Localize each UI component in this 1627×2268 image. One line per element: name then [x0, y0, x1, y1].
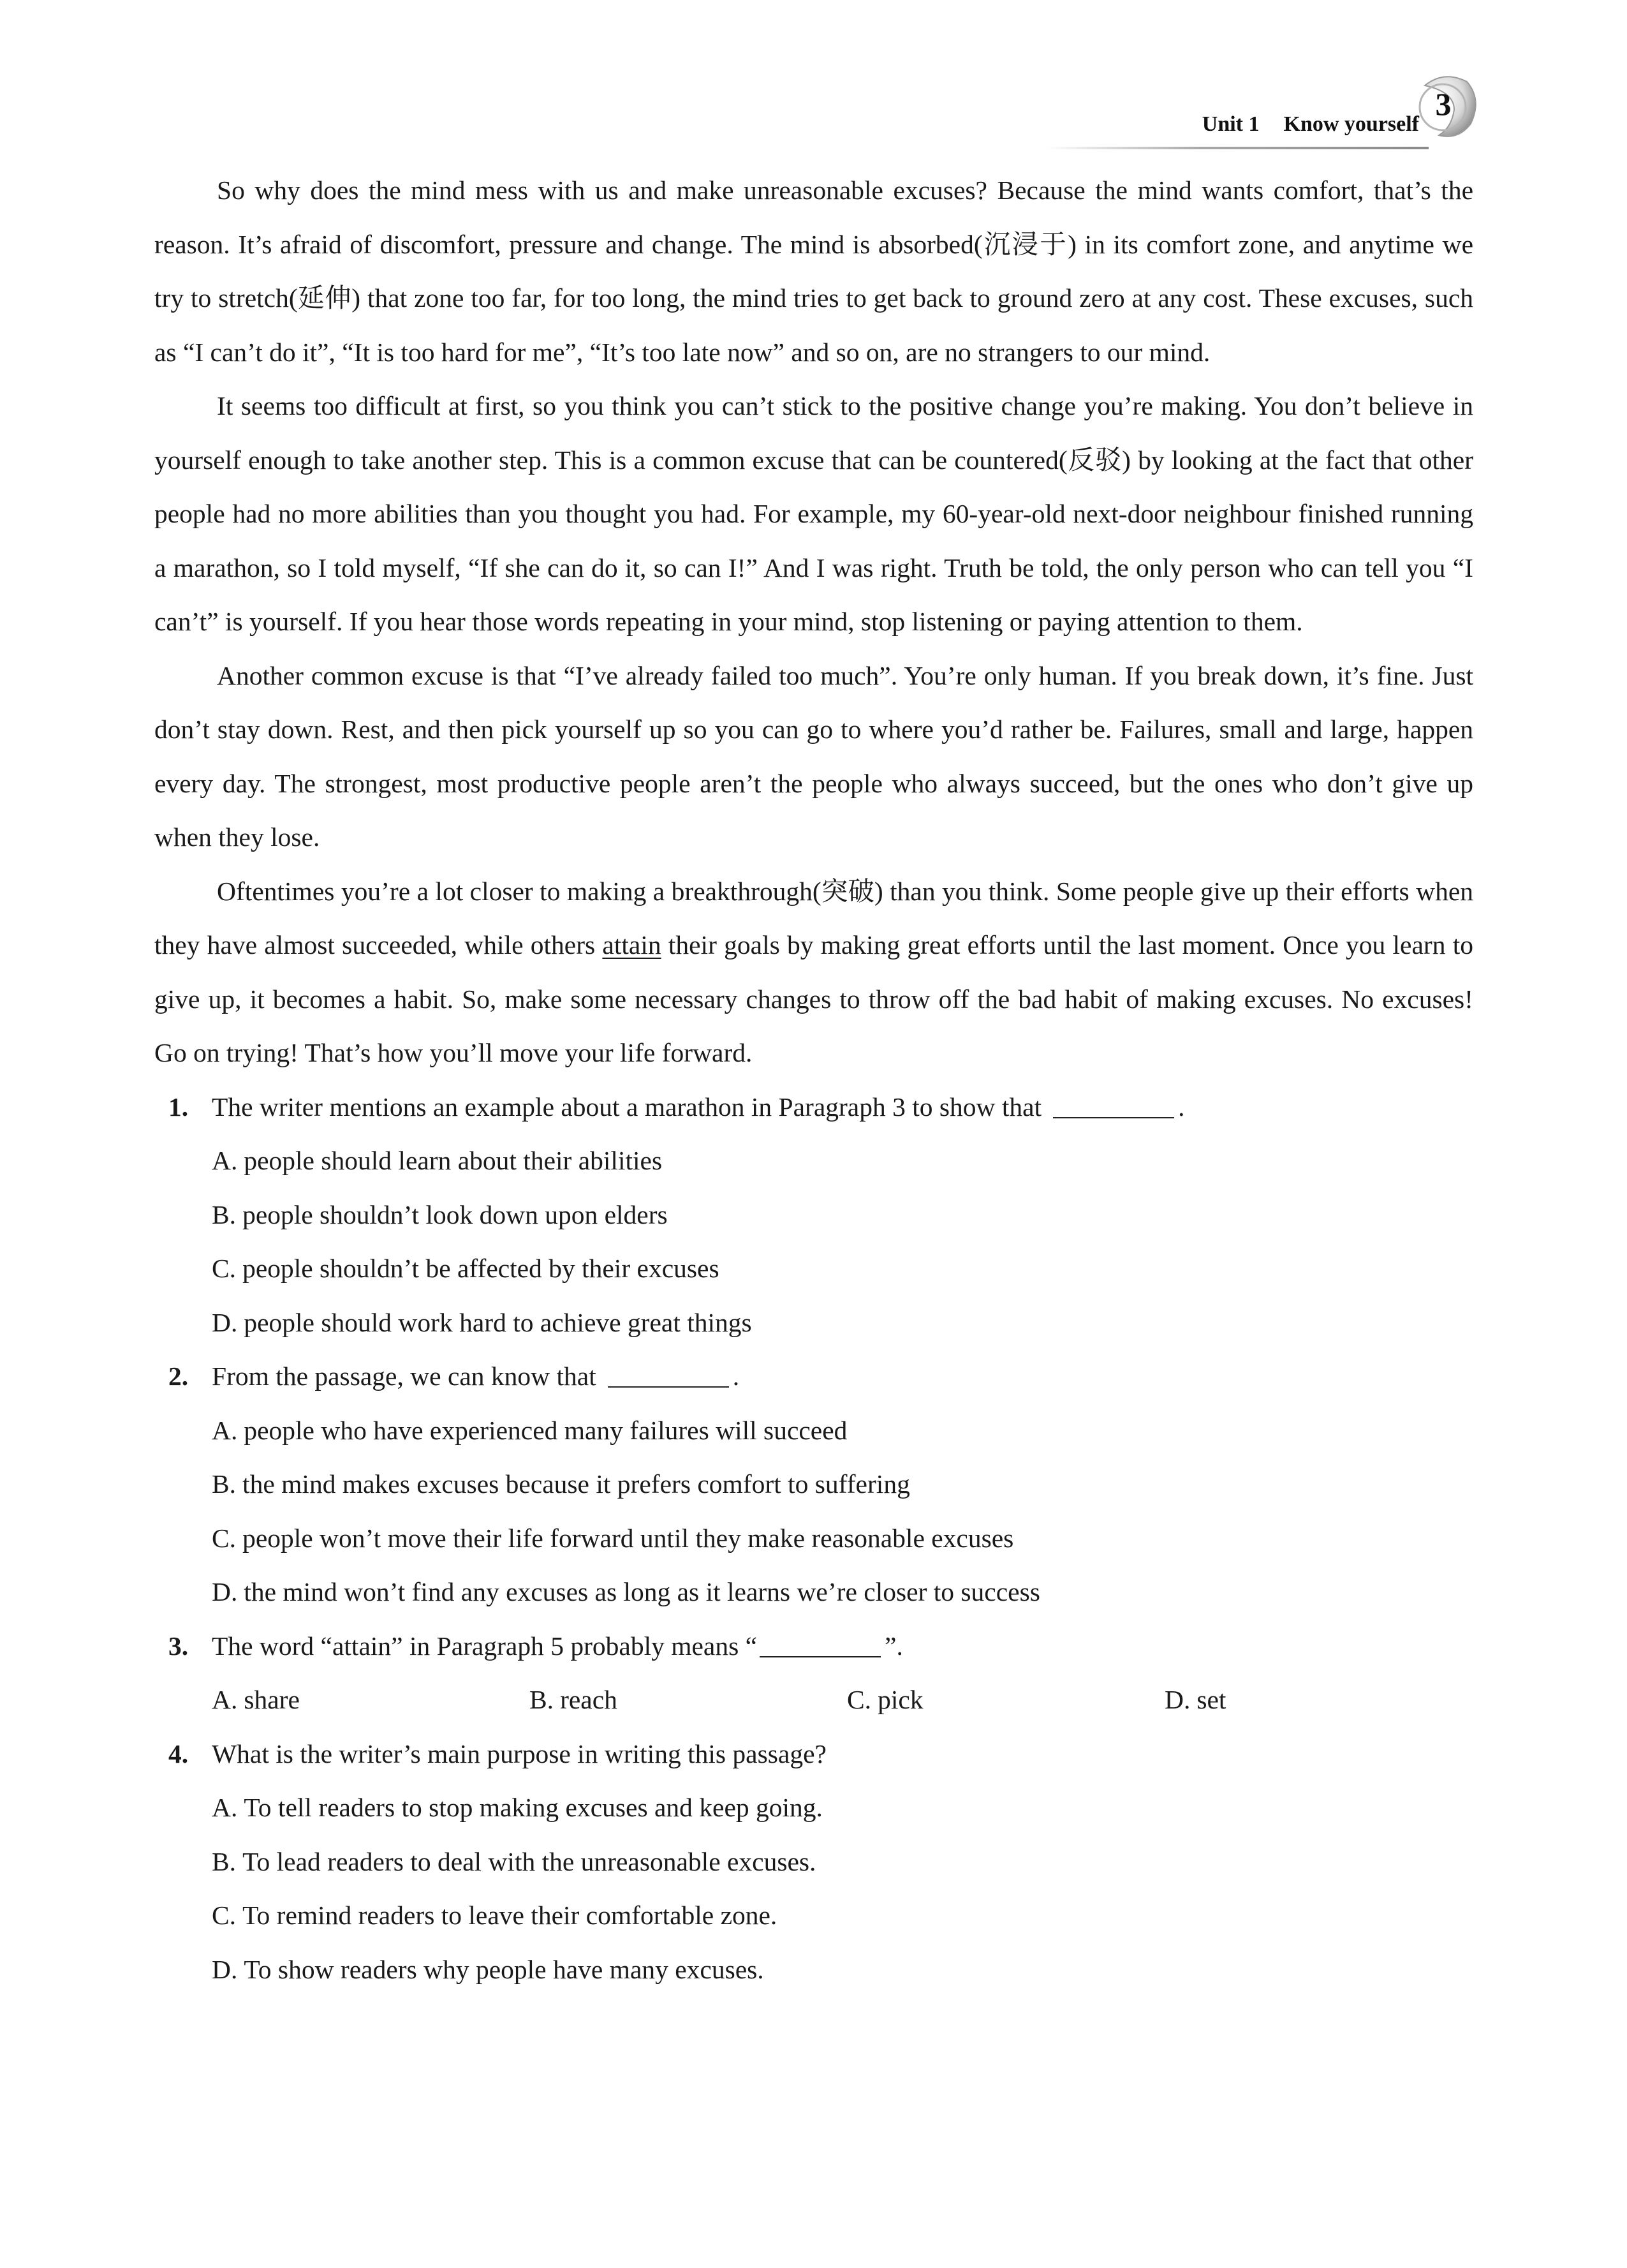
- option-letter: C.: [212, 1523, 237, 1553]
- option-letter: B.: [212, 1199, 237, 1229]
- unit-label: Unit 1: [1202, 112, 1260, 136]
- option-letter: C.: [212, 1254, 237, 1283]
- question-number: 2.: [168, 1361, 189, 1391]
- option-b[interactable]: [154, 1457, 1473, 1511]
- question-1: [154, 1080, 1473, 1134]
- option-letter: C.: [847, 1685, 872, 1714]
- page-number: 3: [1435, 86, 1452, 122]
- underlined-word-attain: attain: [602, 930, 661, 960]
- option-a[interactable]: [154, 1134, 1473, 1188]
- page-content: [154, 163, 1473, 1996]
- question-number: 4.: [168, 1738, 189, 1768]
- option-letter: B.: [212, 1469, 237, 1499]
- question-3: [154, 1619, 1473, 1673]
- option-text: people who have experienced many failures will succeed: [244, 1415, 848, 1445]
- question-4: [154, 1727, 1473, 1781]
- page-number-badge: [1416, 74, 1480, 144]
- question-stem: The word “attain” in Paragraph 5 probably means “: [212, 1631, 758, 1661]
- option-letter: B.: [529, 1685, 554, 1714]
- option-text: the mind won’t find any excuses as long as it learns we’re closer to success: [244, 1577, 1040, 1606]
- question-stem: From the passage, we can know that: [212, 1361, 596, 1391]
- option-letter: A.: [212, 1685, 238, 1714]
- option-a[interactable]: [212, 1673, 300, 1727]
- running-head: [1202, 112, 1419, 137]
- option-letter: A.: [212, 1146, 238, 1175]
- option-b[interactable]: [154, 1188, 1473, 1242]
- option-d[interactable]: [154, 1943, 1473, 1997]
- option-c[interactable]: [154, 1888, 1473, 1943]
- option-text: people shouldn’t be affected by their excuses: [242, 1254, 719, 1283]
- unit-title: Know yourself: [1283, 112, 1419, 136]
- option-d[interactable]: [1165, 1673, 1226, 1727]
- option-letter: B.: [212, 1846, 237, 1876]
- option-d[interactable]: [154, 1565, 1473, 1619]
- option-text: To lead readers to deal with the unreasonable excuses.: [242, 1846, 816, 1876]
- option-letter: D.: [212, 1577, 238, 1606]
- answer-blank[interactable]: [608, 1360, 729, 1388]
- option-text: people won’t move their life forward until they make reasonable excuses: [242, 1523, 1014, 1553]
- option-d[interactable]: [154, 1296, 1473, 1350]
- option-text: To show readers why people have many excuses.: [244, 1954, 764, 1984]
- passage-paragraph-2: It seems too difficult at first, so you think you can’t stick to the positive change you’re making. You don’t believe in yourself enough to take another step. This is a common excuse that can be countered(反驳) by looking at the fact that other people had no more abilities than you thought you had. For example, my 60-year-old next-door neighbour finished running a marathon, so I told myself, “If she can do it, so can I!” And I was right. Truth be told, the only person who can tell you “I can’t” is yourself. If you hear those words repeating in your mind, stop listening or paying attention to them.: [154, 391, 1473, 636]
- option-letter: D.: [212, 1954, 238, 1984]
- option-c[interactable]: [154, 1511, 1473, 1566]
- question-stem-end: .: [732, 1361, 740, 1391]
- header-rule: [1046, 147, 1429, 149]
- option-text: people should learn about their abilities: [244, 1146, 663, 1175]
- question-number: 1.: [168, 1092, 189, 1122]
- option-letter: C.: [212, 1901, 237, 1930]
- option-text: To remind readers to leave their comfortable zone.: [242, 1901, 777, 1930]
- question-stem-end: ”.: [885, 1631, 903, 1661]
- option-text: share: [244, 1685, 300, 1714]
- question-stem: What is the writer’s main purpose in writing this passage?: [212, 1738, 827, 1768]
- answer-blank[interactable]: [760, 1629, 881, 1657]
- option-text: the mind makes excuses because it prefers comfort to suffering: [242, 1469, 910, 1499]
- option-c[interactable]: [154, 1241, 1473, 1296]
- option-letter: D.: [1165, 1685, 1191, 1714]
- option-a[interactable]: [154, 1404, 1473, 1458]
- passage-paragraph-3: Another common excuse is that “I’ve already failed too much”. You’re only human. If you break down, it’s fine. Just don’t stay down. Rest, and then pick yourself up so you can go to where you’d rather be. Failures, small and large, happen every day. The strongest, most productive people aren’t the people who always succeed, but the ones who don’t give up when they lose.: [154, 660, 1473, 852]
- option-text: people shouldn’t look down upon elders: [242, 1199, 668, 1229]
- option-b[interactable]: [529, 1673, 617, 1727]
- question-stem: The writer mentions an example about a marathon in Paragraph 3 to show that: [212, 1092, 1042, 1122]
- option-letter: D.: [212, 1307, 238, 1337]
- passage-paragraph-4: [154, 864, 1473, 1080]
- option-text: pick: [878, 1685, 924, 1714]
- options-row: [154, 1673, 1473, 1727]
- option-b[interactable]: [154, 1835, 1473, 1889]
- option-letter: A.: [212, 1793, 238, 1822]
- question-2: [154, 1349, 1473, 1404]
- paragraph-4-part-2: their goals by making great efforts until the last moment. Once you learn to give up, it becomes a habit. So, make some necessary changes to throw off the bad habit of making excuses. No excuses! Go on trying! That’s how you’ll move your life forward.: [154, 930, 1473, 1067]
- question-stem-end: .: [1178, 1092, 1185, 1122]
- option-letter: A.: [212, 1415, 238, 1445]
- option-text: reach: [560, 1685, 617, 1714]
- question-number: 3.: [168, 1631, 189, 1661]
- option-text: To tell readers to stop making excuses and keep going.: [244, 1793, 823, 1822]
- option-text: set: [1196, 1685, 1226, 1714]
- answer-blank[interactable]: [1053, 1090, 1174, 1118]
- option-text: people should work hard to achieve great things: [244, 1307, 752, 1337]
- page-header: [1046, 70, 1492, 159]
- passage-paragraph-1: So why does the mind mess with us and make unreasonable excuses? Because the mind wants comfort, that’s the reason. It’s afraid of discomfort, pressure and change. The mind is absorbed(沉浸于) in its comfort zone, and anytime we try to stretch(延伸) that zone too far, for too long, the mind tries to get back to ground zero at any cost. These excuses, such as “I can’t do it”, “It is too hard for me”, “It’s too late now” and so on, are no strangers to our mind.: [154, 175, 1473, 367]
- paragraph-4-part-1: Oftentimes you’re a lot closer to making a breakthrough(突破) than you think. Some people give up their efforts when they have almost succeeded, while others: [154, 876, 1473, 960]
- option-c[interactable]: [847, 1673, 924, 1727]
- option-a[interactable]: [154, 1781, 1473, 1835]
